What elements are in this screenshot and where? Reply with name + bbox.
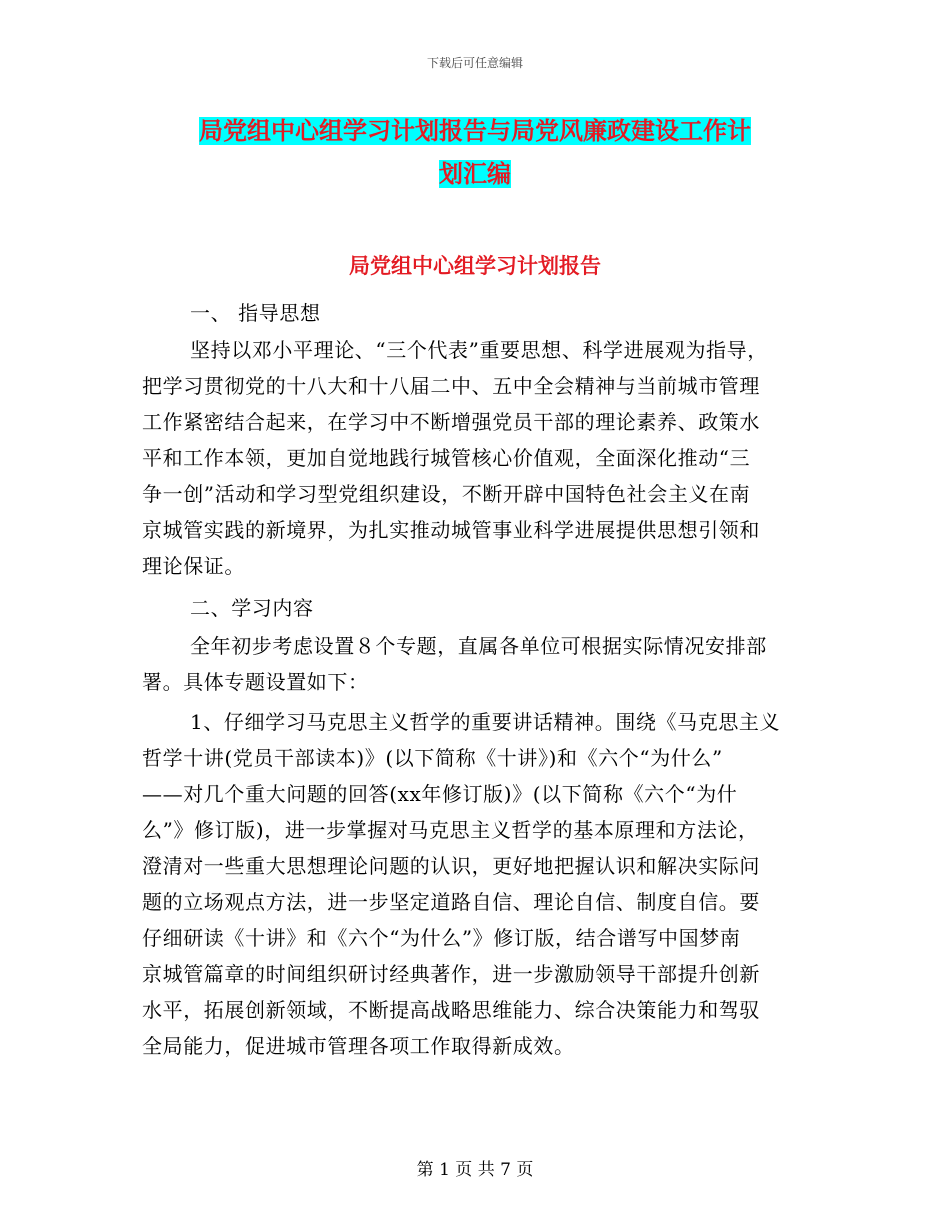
page-header-note: 下载后可任意编辑	[426, 56, 523, 70]
paragraph-line: 署。具体专题设置如下：	[142, 670, 369, 694]
paragraph-line: 么”》修订版)，进一步掌握对马克思主义哲学的基本原理和方法论，	[142, 818, 759, 842]
paragraph-line: 哲学十讲(党员干部读本)》(以下简称《十讲》)和《六个“为什么”	[142, 746, 723, 770]
heading-learning-content: 二、学习内容	[190, 596, 314, 620]
paragraph-line: 坚持以邓小平理论、“三个代表”重要思想、科学进展观为指导，	[190, 338, 768, 362]
paragraph-line: 京城管实践的新境界，为扎实推动城管事业科学进展提供思想引领和	[142, 518, 760, 542]
paragraph-line: 把学习贯彻党的十八大和十八届二中、五中全会精神与当前城市管理	[142, 374, 760, 398]
heading-guiding-thought: 一、 指导思想	[190, 301, 321, 325]
paragraph-line: 平和工作本领，更加自觉地践行城管核心价值观，全面深化推动“三	[142, 446, 751, 470]
paragraph-line: 澄清对一些重大思想理论问题的认识，更好地把握认识和解决实际问	[142, 854, 760, 878]
paragraph-line: 理论保证。	[142, 554, 245, 578]
paragraph-line: 1、仔细学习马克思主义哲学的重要讲话精神。围绕《马克思主义	[190, 710, 781, 734]
paragraph-line: 争一创”活动和学习型党组织建设，不断开辟中国特色社会主义在南	[142, 482, 751, 506]
document-title-line-1: 局党组中心组学习计划报告与局党风廉政建设工作计	[199, 117, 751, 145]
paragraph-line: 仔细研读《十讲》和《六个“为什么”》修订版，结合谱写中国梦南	[142, 926, 741, 950]
page-number-footer: 第 1 页 共 7 页	[416, 1160, 534, 1180]
paragraph-line: 题的立场观点方法，进一步坚定道路自信、理论自信、制度自信。要	[142, 890, 760, 914]
paragraph-line: 全局能力，促进城市管理各项工作取得新成效。	[142, 1034, 575, 1058]
paragraph-line: ——对几个重大问题的回答(xx年修订版)》(以下简称《六个“为什	[142, 782, 738, 806]
paragraph-line: 工作紧密结合起来，在学习中不断增强党员干部的理论素养、政策水	[142, 410, 760, 434]
paragraph-line: 全年初步考虑设置８个专题，直属各单位可根据实际情况安排部	[190, 634, 767, 658]
section-title: 局党组中心组学习计划报告	[349, 254, 601, 278]
paragraph-line: 水平，拓展创新领域，不断提高战略思维能力、综合决策能力和驾驭	[142, 998, 760, 1022]
paragraph-line: 京城管篇章的时间组织研讨经典著作，进一步激励领导干部提升创新	[142, 962, 760, 986]
document-title-line-2: 划汇编	[439, 160, 511, 188]
